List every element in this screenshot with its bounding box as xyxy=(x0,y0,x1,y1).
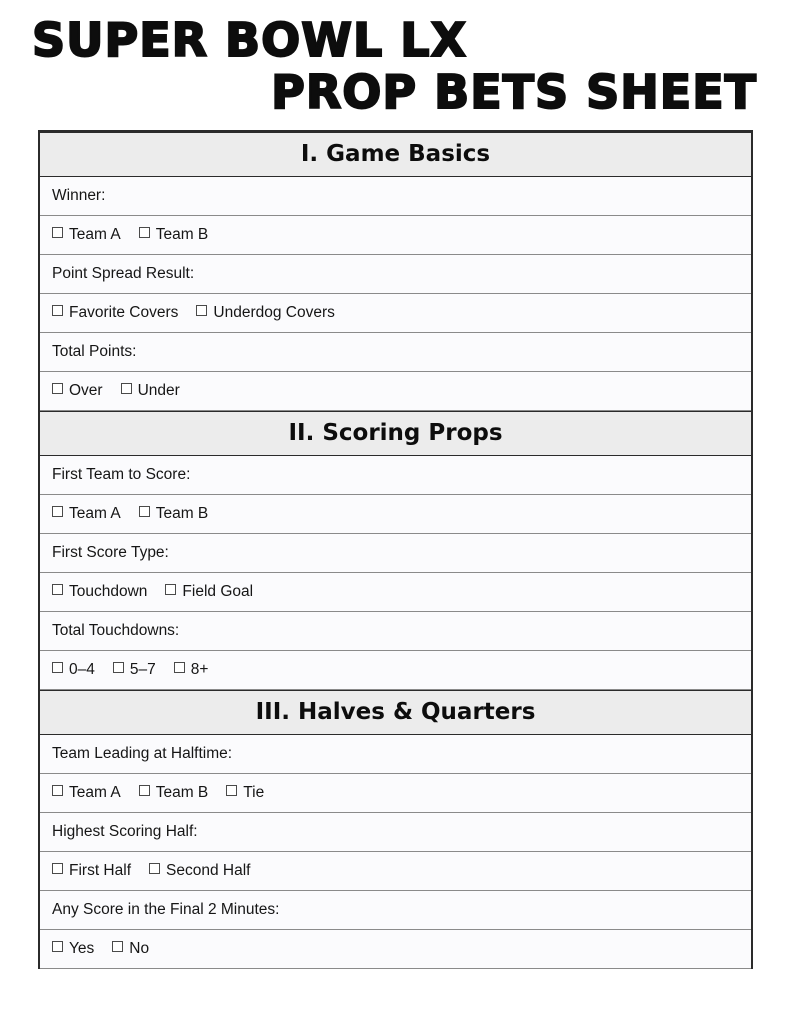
prop-prompt: Total Touchdowns: xyxy=(40,612,751,651)
section-title: I. Game Basics xyxy=(300,141,491,167)
checkbox-icon[interactable] xyxy=(139,785,150,796)
prop-options xyxy=(40,573,751,612)
prop-prompt: Highest Scoring Half: xyxy=(40,813,751,852)
option-choice[interactable] xyxy=(52,303,178,323)
option-choice[interactable] xyxy=(52,582,147,602)
option-label: No xyxy=(129,940,150,957)
prop-prompt: First Team to Score: xyxy=(40,456,751,495)
option-choice[interactable] xyxy=(139,783,209,803)
checkbox-icon[interactable] xyxy=(52,941,63,952)
option-label: Under xyxy=(137,382,180,399)
option-choice[interactable] xyxy=(121,381,180,401)
page-title-line-2: PROP BETS SHEET xyxy=(271,65,757,119)
checkbox-icon[interactable] xyxy=(52,662,63,673)
option-choice[interactable] xyxy=(196,303,334,323)
prop-options xyxy=(40,294,751,333)
checkbox-icon[interactable] xyxy=(52,383,63,394)
checkbox-icon[interactable] xyxy=(113,662,124,673)
option-choice[interactable] xyxy=(52,660,95,680)
option-choice[interactable] xyxy=(112,939,149,959)
option-label: Team B xyxy=(155,226,209,243)
section-header xyxy=(40,411,751,456)
option-label: Field Goal xyxy=(182,583,254,600)
option-label: Team A xyxy=(69,226,121,243)
option-choice[interactable] xyxy=(52,939,94,959)
option-choice[interactable] xyxy=(226,783,264,803)
prop-bets-table xyxy=(38,130,753,969)
prop-options xyxy=(40,216,751,255)
prop-prompt: Winner: xyxy=(40,177,751,216)
option-choice[interactable] xyxy=(52,504,121,524)
option-label: First Half xyxy=(69,862,131,879)
checkbox-icon[interactable] xyxy=(165,584,176,595)
option-label: Touchdown xyxy=(69,583,148,600)
checkbox-icon[interactable] xyxy=(139,227,150,238)
prop-options xyxy=(40,930,751,969)
option-label: Second Half xyxy=(166,862,251,879)
prop-prompt: Total Points: xyxy=(40,333,751,372)
section-header xyxy=(40,690,751,735)
option-label: Over xyxy=(69,382,103,399)
checkbox-icon[interactable] xyxy=(52,785,63,796)
option-choice[interactable] xyxy=(165,582,253,602)
prop-prompt: First Score Type: xyxy=(40,534,751,573)
option-label: Team B xyxy=(155,505,209,522)
checkbox-icon[interactable] xyxy=(139,506,150,517)
option-choice[interactable] xyxy=(174,660,209,680)
prop-options xyxy=(40,372,751,411)
option-choice[interactable] xyxy=(52,381,103,401)
checkbox-icon[interactable] xyxy=(149,863,160,874)
checkbox-icon[interactable] xyxy=(52,506,63,517)
page-title xyxy=(0,0,791,124)
checkbox-icon[interactable] xyxy=(52,584,63,595)
prop-options xyxy=(40,852,751,891)
option-label: Yes xyxy=(69,940,95,957)
checkbox-icon[interactable] xyxy=(174,662,185,673)
checkbox-icon[interactable] xyxy=(121,383,132,394)
option-choice[interactable] xyxy=(149,861,250,881)
prop-prompt: Team Leading at Halftime: xyxy=(40,735,751,774)
option-choice[interactable] xyxy=(52,783,121,803)
prop-prompt: Point Spread Result: xyxy=(40,255,751,294)
option-choice[interactable] xyxy=(52,861,131,881)
option-choice[interactable] xyxy=(113,660,156,680)
checkbox-icon[interactable] xyxy=(226,785,237,796)
option-label: 8+ xyxy=(190,661,209,678)
page-title-line-1: SUPER BOWL LX xyxy=(32,13,468,67)
option-choice[interactable] xyxy=(52,225,121,245)
checkbox-icon[interactable] xyxy=(52,305,63,316)
option-label: Tie xyxy=(243,784,265,801)
option-label: 0–4 xyxy=(69,661,95,678)
option-label: Favorite Covers xyxy=(69,304,179,321)
checkbox-icon[interactable] xyxy=(52,227,63,238)
option-label: Team A xyxy=(69,505,121,522)
checkbox-icon[interactable] xyxy=(52,863,63,874)
prop-prompt: Any Score in the Final 2 Minutes: xyxy=(40,891,751,930)
checkbox-icon[interactable] xyxy=(112,941,123,952)
option-label: Underdog Covers xyxy=(213,304,335,321)
option-label: Team B xyxy=(155,784,209,801)
section-title: III. Halves & Quarters xyxy=(255,699,536,725)
prop-options xyxy=(40,651,751,690)
checkbox-icon[interactable] xyxy=(196,305,207,316)
option-label: 5–7 xyxy=(129,661,156,678)
prop-options xyxy=(40,495,751,534)
option-choice[interactable] xyxy=(139,225,209,245)
option-label: Team A xyxy=(69,784,121,801)
section-title: II. Scoring Props xyxy=(288,420,503,446)
prop-options xyxy=(40,774,751,813)
option-choice[interactable] xyxy=(139,504,209,524)
section-header xyxy=(40,132,751,177)
